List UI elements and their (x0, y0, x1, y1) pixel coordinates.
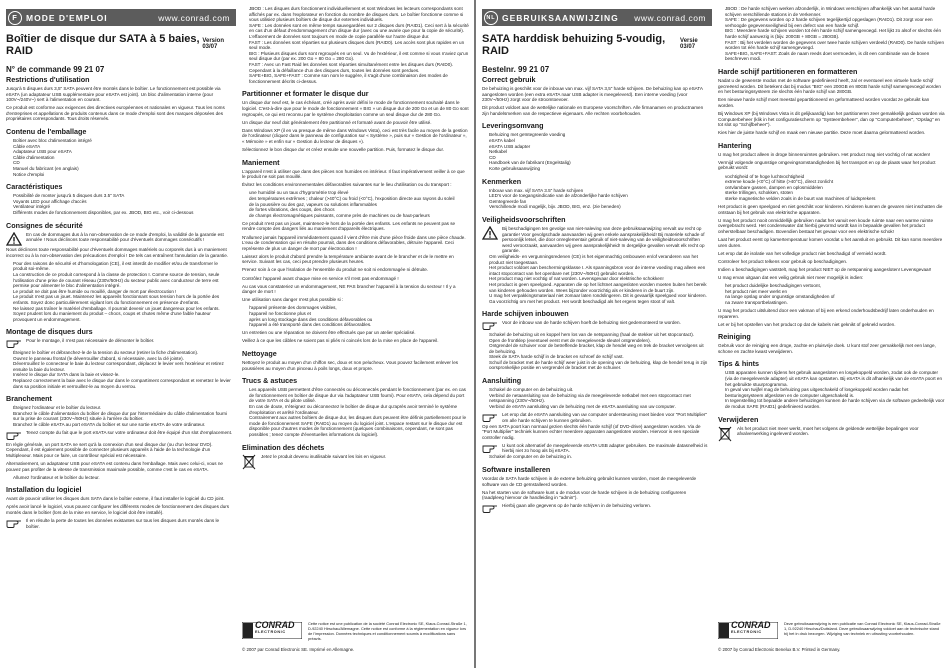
title-block (6, 33, 236, 74)
order-number: Bestelnr. 99 21 07 (482, 65, 550, 74)
copyright-text: © 2007 par Conrad Electronic SE. Imprimé en Allemagne. (242, 647, 355, 652)
bullet-list (242, 6, 469, 84)
list-item: • FAST : Bij het verdelen worden de gegevens over twee harde schijven verdeeld (RAID0). De harde schijven worden tot één harde schijf samengevoegd. (725, 40, 945, 51)
paragraph: Nettoyez le produit au moyen d'un chiffon sec, doux et non pelucheux. Vous pouvez facilement enlever les poussières au moyen d'un pinceau à poils longs, doux et propre. (242, 360, 459, 371)
disposal-note (718, 426, 945, 444)
paragraph: Controleer het product telkens voor gebruik op beschadigingen. (718, 258, 848, 264)
hint-note (6, 518, 233, 530)
paragraph: Un entretien ou une réparation ne doivent être effectués que par un atelier spécialisé. (242, 330, 416, 336)
list-item: • Notice d'emploi (13, 172, 233, 178)
bullet-list (718, 283, 945, 305)
list-item: • l'appareil présente des dommages visibles, (249, 305, 469, 311)
list-item: • Inbouw van max. vijf SATA 3.5" harde schijven (489, 188, 709, 194)
list-item: • Korte gebruiksaanwijzing (489, 166, 709, 172)
warning-note (6, 232, 233, 248)
pointing-hand-icon (482, 503, 498, 515)
version-label: Version 03/07 (202, 38, 224, 50)
bullet-list (482, 132, 709, 171)
list-item: • Handboek van de fabrikant (Engelstalig) (489, 160, 709, 166)
list-item: • Le produit n'est pas un jouet. Maintenez les appareils fonctionnant sous tension hors de la portée des enfants. Soyez donc particulièrement vigilant lors du fonctionnement en présence d'enfants. (13, 294, 233, 305)
section-heading: Partitionner et formater le disque dur (242, 89, 369, 99)
section-heading: Elimination des déchets (242, 442, 325, 452)
hint-note (482, 503, 709, 515)
logo-text: CONRAD (731, 620, 771, 630)
list-item: • sterke trillingen, schokken, stoten (725, 190, 945, 196)
list-item: • l'appareil ne fonctionne plus et (249, 311, 469, 317)
paragraph: L'appareil n'est à utiliser que dans des pièces non humides en intérieur. Il faut impérativement veiller à ce que le produit ne soit pas mouillé. (242, 168, 465, 180)
logo-subtext: ELECTRONIC (255, 630, 286, 634)
paragraph: Veillez à ce que les câbles ne soient pas ni pliés ni coincés lors de la mise en place de l'appareil. (242, 338, 439, 344)
paragraph: Gebruik voor de reiniging een droge, zachte en pluisvrije doek. U kunt stof zeer gemakkelijk met een lange, schone en zachte kwast verwijderen. (718, 343, 936, 354)
hint-note (6, 430, 233, 442)
column-left (6, 70, 233, 668)
list-item: • BIG : Plusieurs disques durs sont regroupés en un seul. Vu de l'extérieur, il est comme si vous n'aviez qu'un seul disque dur (par ex. 200 Go + 80 Go = 280 Go). (249, 51, 469, 62)
list-item: • JBOD : Les disques durs fonctionnent individuellement et sont Windows les lecteurs correspondants sont affichés par ex. dans l'explorateur en fonction du nombre de disques durs. Le boîtier fonctionne comme si vous utilisiez plusieurs boîtiers de disque dur externes individuels. (249, 6, 469, 23)
bullet-list (6, 138, 233, 177)
list-item: • Schakel de computer en de behuizing uit. (489, 387, 709, 393)
warning-triangle-icon (482, 226, 498, 242)
list-item: • Éteignez l'ordinateur et le boîtier du lecteur. (13, 405, 233, 411)
paragraph: U mag ervan uitgaan dat een veilig gebruik niet meer mogelijk is indien: (718, 274, 864, 280)
paragraph: Sélectionnez le bon disque dur et créez ensuite une nouvelle partition. Puis, formatez le disque dur. (242, 146, 444, 152)
list-item: • Replacez correctement la baie avec le disque dur dans le compartiment correspondant et remettez le levier dans sa position initiale et verrouillez-le au moyen du verrou. (13, 378, 233, 389)
paragraph: Let er bij het opstellen van het product op dat de kabels niet geknikt of gekneld worden. (718, 321, 896, 327)
list-item: • SAFE+BIG, SAFE+FAST: Zoals de naam reeds doet vermoeden, is dit een combinatie van de boven beschreven modi. (725, 51, 945, 62)
section-heading: Software installeren (482, 465, 551, 474)
section-heading: Nettoyage (242, 349, 277, 358)
list-item: • des températures extrêmes ; chaleur (>40°C) ou froid (<0°C), l'exposition directe aux rayons du soleil (249, 196, 469, 202)
language-banner (482, 9, 712, 26)
paragraph: Laissez alors le produit d'abord prendre la température ambiante avant de le brancher et de le mettre en service. Suivant les cas, ceci peut prendre plusieurs heures. (242, 253, 454, 265)
hint-note (482, 412, 709, 424)
list-item: • Pour des raisons de sécurité et d'homologation (CE), il est interdit de modifier et/ou de transformer le produit soi-même. (13, 261, 233, 272)
paragraph: De behuizing is geschikt voor de inbouw van max. vijf SATA 3,5" harde schijven. De behuizing kan op eSATA aangesloten worden (een extra eSATA naar USB adapter is meegeleverd). Een interne voeding (voor 230V~/50Hz) zorgt voor de stroomtoevoer. (482, 86, 703, 103)
french-section (0, 0, 474, 668)
note-text: Tenez compte du fait que le port eSATA sur votre ordinateur doit être équipé d'un slot d'emplacement. (26, 430, 233, 436)
section-heading: Restrictions d'utilisation (6, 75, 90, 84)
list-item: • Verschillende modi mogelijk, bijv. JBOD, BIG, enz. (zie beneden) (489, 204, 709, 210)
note-text: Als het product niet meer werkt, moet het volgens de geldende wettelijke bepalingen voor afvalverwerking ingeleverd worden. (737, 425, 919, 437)
page-title: SATA harddisk behuizing 5-voudig, RAID (482, 33, 666, 57)
banner-website: www.conrad.com (158, 12, 230, 23)
note-text: Pour le montage, il n'est pas nécessaire de démonter le boîtier. (26, 338, 155, 344)
list-item: • Branchez le câble d'alimentation du boîtier de disque dur par l'intermédiaire du câble d'alimentation fourni sur la prise de courant (230V~/50Hz) située à l'arrière du boîtier. (13, 411, 233, 422)
banner-website: www.conrad.com (634, 12, 706, 23)
section-heading: Aansluiting (482, 376, 522, 386)
crossed-bin-icon (718, 426, 732, 444)
list-item: • Verbind de eSATA aansluiting van de behuizing met de eSATA aansluiting van uw computer. (489, 404, 709, 410)
list-item: • U mag het verpakkingsmateriaal niet zomaar laten rondslingeren. Dit is gevaarlijk speelgoed voor kinderen. (489, 293, 709, 299)
paragraph: Ce produit est conforme aux exigences des directives européennes et nationales en vigueur. Tous les noms d'entreprises et appellations de produits contenus dans ce mode d'emploi sont des marques déposées des propriétaires correspondants. Tous droits réservés. (6, 105, 225, 122)
note-text: Il en résulte la perte de toutes les données existantes sur tous les disques durs montés dans le boîtier. (26, 517, 220, 529)
bullet-list (718, 174, 945, 202)
paragraph: Na het starten van de software kunt u de modus voor de harde schijven in de behuizing configureren (raadpleeg hiervoor de handleiding in "admin"). (482, 489, 687, 501)
logo-text: CONRAD (255, 620, 295, 630)
order-number: N° de commande 99 21 07 (6, 65, 105, 74)
section-heading: Tips & hints (718, 359, 759, 369)
list-item: • FAST : Les données sont réparties sur plusieurs disques durs (RAID0). Les accès sont plus rapides en un seul mode. (249, 40, 469, 51)
list-item: • Het product mag niet vochtig of nat worden. Levensgevaar door elektrische schokken! (489, 276, 709, 282)
list-item: • SAFE : De gegevens worden op 2 harde schijven tegelijkertijd opgeslagen (RAID1). Dit zorgt voor een verhoogde gegevensveiligheid bij een defect van een harde schijf. (725, 17, 945, 28)
list-item: • Allumez l'ordinateur et le boîtier du lecteur. (13, 475, 233, 481)
list-item: • Ga voorzichtig om met het product. Het wordt beschadigd als het ergens tegen stoot of valt. (489, 299, 709, 305)
paragraph: Laat het product eerst op kamertemperatuur komen voordat u het aansluit en gebruikt. Dit kan soms meerdere uren duren. (718, 237, 943, 248)
paragraph: En règle générale, un port SATA ne sert qu'à la connexion d'un seul disque dur (ou d'un lecteur DVD). Cependant, il est également possible de connecter plusieurs appareils à l'aide de la technologie d'un Multiplexeur. Mais pour ce faire, un contrôleur spécial est nécessaire. (6, 441, 213, 458)
column-right (718, 6, 945, 614)
pointing-hand-icon (482, 443, 498, 455)
section-heading: Maniement (242, 157, 280, 167)
list-item: • Om veiligheids- en vergunningsredenen (CE) is het eigenmachtig ombouwen en/of veranderen van het product niet toegestaan. (489, 254, 709, 265)
bullet-list (482, 254, 709, 304)
logo-subtext: ELECTRONIC (731, 630, 762, 634)
list-item: • Éteignez le boîtier et débranchez-le de la tension du secteur (retirer la fiche d'alimentation). (13, 350, 233, 356)
paragraph: Dit product voldoet aan de wettelijke nationale en Europese voorschriften. Alle firmanamen en productnamen zijn handelsmerken van de respectieve eigenaars. Alle rechten voorbehouden. (482, 105, 704, 116)
paragraph: Un disque dur neuf doit généralement être partitionné et formaté avant de pouvoir être utilisé. (242, 119, 432, 125)
section-heading: Hantering (718, 140, 752, 150)
note-text: Hierbij gaan alle gegevens op de harde schijven in de behuizing verloren. (502, 503, 652, 509)
note-text: Jetez le produit devenu inutilisable suivant les lois en vigueur. (261, 453, 387, 459)
list-item: • Het product is geen speelgoed. Apparaten die op het lichtnet aangesloten worden moeten buiten het bereik van kinderen gehouden worden. Wees bijzonder voorzichtig als er kinderen in de buurt zijn. (489, 282, 709, 293)
bullet-list (718, 6, 945, 62)
section-heading: Leveringsomvang (482, 121, 544, 131)
list-item: • Branchez le câble eSATA au port eSATA du boîtier et sur une sortie eSATA de votre ordinateur. (13, 422, 233, 428)
bullet-list (482, 454, 709, 460)
warning-triangle-icon (6, 232, 22, 248)
paragraph: Prenez soin à ce que l'isolation de l'ensemble du produit ne soit ni endommagée ni détruite. (242, 267, 429, 273)
list-item: • Voyants LED pour affichage d'accès (13, 199, 233, 205)
paragraph: U mag het product uitsluitend door een vakman of bij een erkend onderhoudsbedrijf laten onderhouden en repareren. (718, 307, 934, 319)
list-item: • na zware transportbelastingen. (725, 300, 945, 306)
bullet-list (242, 190, 469, 218)
bullet-list (242, 387, 469, 437)
paragraph: Let erop dat de isolatie van het volledige product niet beschadigd of vernield wordt. (718, 250, 887, 256)
imprint-text: Deze gebruiksaanwijzing is een publicatie van Conrad Electronic SE, Klaus-Conrad-Straße 1, D-92240 Hirschau/Duitsland. Deze gebruiksaanwijzing voldoet aan de technische stand bij het in druk bezorgen. Wijziging van techniek en uitrusting voorbehouden. (784, 621, 941, 636)
section-heading: Contenu de l'emballage (6, 127, 87, 137)
paragraph: Vermijd volgende ongunstige omgevingsomstandigheden bij het transport en op de plaats waar het product gebruikt wordt: (718, 159, 936, 171)
banner-label: GEBRUIKSAANWIJZING (502, 12, 619, 23)
list-item: • In geval van twijfel mag de behuizing pas uitgeschakeld of losgekoppeld worden nadat het besturingssysteem afgesloten en de computer uitgeschakeld is. (725, 387, 945, 398)
hint-note (482, 443, 709, 455)
dutch-section (476, 0, 950, 668)
bullet-list (718, 370, 945, 409)
list-item: • Schakel de behuizing uit en koppel hem los van de netspanning (haal de stekker uit het stopcontact). (489, 332, 709, 338)
section-heading: Correct gebruik (482, 75, 536, 84)
list-item: • Soyez prudent lors du maniement du produit – chocs, coups et chutes même d'une faible hauteur provoquent un endommagement. (13, 311, 233, 322)
bullet-list (482, 387, 709, 409)
section-heading: Kenmerken (482, 176, 522, 186)
list-item: • extreme koude (<0°C) of hitte (>40°C), direct zonlicht (725, 179, 945, 185)
banner-label: MODE D'EMPLOI (26, 12, 108, 23)
list-item: • Steek de SATA harde schijf in de bracket en schroef de schijf vast. (489, 354, 709, 360)
list-item: • CD (489, 155, 709, 161)
section-heading: Harde schijf partitioneren en formatteren (718, 66, 858, 76)
list-item: • Les appareils USB permettent d'être connectés ou déconnectés pendant le fonctionnement (par ex. en cas de fonctionnement en boîtier de disque dur via l'adaptateur USB fourni). Pour eSATA, cela dépend du port de votre SATA et du pilote utilisé. (249, 387, 469, 404)
list-item: • Insérez le disque dur SATA dans la baie et vissez-le. (13, 372, 233, 378)
section-heading: Verwijderen (718, 414, 759, 424)
pointing-hand-icon (6, 518, 22, 530)
disposal-note (242, 454, 469, 472)
language-badge: NL (484, 11, 498, 25)
list-item: • Différents modes de fonctionnement disponibles, par ex. JBOD, BIG etc., voir ci-dessous (13, 210, 233, 216)
list-item: • En cas de doute, n'éteignez ou déconnectez le boîtier de disque dur qu'après avoir terminé le système d'exploitation et arrêté l'ordinateur. (249, 404, 469, 415)
list-item: • de champs électromagnétiques puissants, comme près de machines ou de haut-parleurs (249, 213, 469, 219)
list-item: • Ontgrendel de schuiver voor de betreffende bracket, klap de hendel weg en trek de bracket vervolgens uit de behuizing. (489, 343, 709, 354)
list-item: • l'appareil a été transporté dans des conditions défavorables. (249, 322, 469, 328)
warning-note (482, 226, 709, 254)
paragraph: Kies hier de juiste harde schijf en maak een nieuwe partitie. Deze moet daarna gelormatteerd worden. (718, 130, 926, 136)
note-text: Bij beschadigingen ten gevolge van niet-naleving van deze gebruiksaanwijzing vervalt uw recht op garantie! Voor gevolgschade aanvaarden wij geen enkele aansprakelijkheid! Bij materiële schade of persoonlijk letsel, die door onreglementair gebruik of niet-naleving van de veiligheidsvoorschriften werd veroorzaakt, aanvaarden wij geen aansprakelijkheid! In dergelijke gevallen vervalt elk recht op garantie. (502, 226, 705, 254)
bullet-list (6, 350, 233, 389)
list-item: • sterke magnetische velden zoals in de buurt van machines of luidsprekers (725, 196, 945, 202)
section-heading: Montage de disques durs (6, 327, 93, 337)
list-item: • het product niet meer werkt en (725, 289, 945, 295)
bullet-list (6, 261, 233, 323)
list-item: • na lange opslag onder ongunstige omstandigheden of (725, 294, 945, 300)
list-item: • Open de frontklep (eventueel eerst met de meegeleverde sleutel ontgrendelen). (489, 338, 709, 344)
column-right (242, 6, 469, 614)
paragraph: Voordat de SATA harde schijven in de externe behuizing gebruikt kunnen worden, moet de meegeleverde software van de CD geïnstalleerd worden. (482, 476, 697, 487)
list-item: • SAFE+BIG, SAFE+FAST : Comme son nom le suggère, il s'agit d'une combinaison des modes de fonctionnement décrits ci-dessus. (249, 73, 469, 84)
language-banner (6, 9, 236, 26)
bullet-list (6, 405, 233, 427)
hint-note (6, 338, 233, 350)
bullet-list (482, 332, 709, 371)
list-item: • Schuif de bracket met de harde schijf weer juist in de opening van de behuizing, klap de hendel terug in zijn oorspronkelijke positie en vergrendel de bracket met de schuiver. (489, 360, 709, 371)
list-item: • ontvlambare gassen, dampen en oplosmiddelen (725, 185, 945, 191)
copyright-text: © 2007 by Conrad Electronic Benelux B.V. Printed in Germany. (718, 647, 841, 652)
list-item: • Het product voldoet aan beschermingsklasse I. Als spanningsbron voor de interne voeding mag alleen een intact stopcontact van het openbare net (230V~/50Hz) gebruikt worden. (489, 265, 709, 276)
paragraph: Avant de pouvoir utiliser les disques durs SATA dans le boîtier externe, il faut installer le logiciel du CD joint. (6, 496, 225, 502)
paragraph: Nadat u de gewenste modus met de software gedefinieerd heeft, zal er eventueel een virtuele harde schijf gecreëerd worden. Dit betekent dat bij modus "BIG" een 200GB en 80GB harde schijf samengevoegd worden en het besturingssysteem zie slechts één harde schijf van 280GB. (718, 77, 941, 95)
paragraph: Jusqu'à 5 disques durs 3,5" SATA peuvent être montés dans le boîtier. Le fonctionnement est possible via eSATA (un adaptateur USB supplémentaire pour eSATA est joint). Un bloc d'alimentation interne (pour 100V~/240V~) sert à l'alimentation en courant. (6, 86, 221, 103)
paragraph: Een nieuwe harde schijf moet meestal gepartitioneerd en geformatteerd worden voordat ze gebruikt kan worden. (718, 97, 930, 108)
note-text: En cas de dommages dus à la non-observation de ce mode d'emploi, la validité de la garantie est annulée ! Nous déclinons toute responsabilité pour d'éventuels dommages consécutifs ! (26, 231, 224, 243)
list-item: • Geïntegreerde fan (489, 199, 709, 205)
note-text: U kunt ook alternatief de meegeleverde eSATA USB adapter gebruiken. De maximale datasnelheid is hierbij niet zo hoog als bij eSATA. (502, 442, 708, 454)
section-heading: Consignes de sécurité (6, 220, 83, 230)
paragraph: Op een SATA poort kan normaal gezien slechts één harde schijf (of DVD-drive) aangesloten worden. Via de "Port Multiplier" techniek kunnen echter meerdere apparaten aangesloten worden. Hiervoor is een speciale controller nodig. (482, 423, 701, 440)
list-item: • FAST : Avec un Fast Raid les données sont réparties simultanément entre les disques durs (RAID0). Cependant à la défaillance d'un des disques durs, toutes les données sont perdues. (249, 62, 469, 73)
note-text: Let erop dat de eSATA aansluiting van uw computer ondersteuning moet bieden voor "Port Multiplier" om alle harde schijven te kunnen gebruiken. (502, 411, 708, 423)
list-item: • Câble d'alimentation (13, 155, 233, 161)
pointing-hand-icon (6, 430, 22, 442)
language-badge: F (8, 11, 22, 25)
paragraph: Un disque dur neuf est, le cas échéant, créé après avoir défini le mode de fonctionnement souhaité dans le logiciel. C'est-à-dire que pour le mode de fonctionnement « BIG » un disque dur de 200 Go et un de 80 Go sont regroupés, ce qui est reconnu par le système d'exploitation comme un seul disque dur de 280 Go. (242, 100, 469, 117)
list-item: • Déverrouillez le connecteur le baie du lecteur correspondant, déplacez le levier vers l'extérieur et retirez ensuite la baie du lecteur. (13, 361, 233, 372)
paragraph: Après avoir lancé le logiciel, vous pouvez configurer les différents modes de fonctionnement des disques durs montés dans le boîtier (lors de la mise en service, le logiciel doit être installé). (6, 504, 230, 515)
paragraph: Au cas vous constateriez un endommagement, NE PAS brancher l'appareil à la tension du secteur ! Il y a danger de mort ! (242, 283, 456, 295)
note-text: Voor de inbouw van de harde schijven hoeft de behuizing niet gedemonteerd te worden. (502, 320, 681, 326)
paragraph: U mag het product alleen in droge binnenruimtes gebruiken. Het product mag niet vochtig of nat worden! (718, 151, 931, 157)
paragraph: Ce produit n'est pas un jouet, maintenez-le hors de la portée des enfants. Les enfants ne peuvent pas se rendre compte des dangers liés au maniement d'appareils électriques. (242, 220, 456, 232)
section-heading: Branchement (6, 394, 52, 404)
list-item: • LED's voor de toegangsindicatie van de afzonderlijke harde schijven (489, 193, 709, 199)
crossed-bin-icon (242, 454, 256, 472)
page-title: Boîtier de disque dur SATA à 5 baies, RAID (6, 33, 200, 57)
imprint-text: Cette notice est une publication de la société Conrad Electronic SE, Klaus-Conrad-Straße 1, D-92240 Hirschau/Allemagne. Cette notice est conforme à la réglementation en vigueur lors de l'impression. Données techniques et conditionnement soumis à modifications sans préavis. (308, 621, 467, 641)
list-item: • Manuel du fabricant (en anglais) (13, 166, 233, 172)
list-item: • Verbind de netaansluiting van de behuizing via de meegeleverde netkabel met een stopcontact met netspanning (230V~/50Hz). (489, 393, 709, 404)
section-heading: Veiligheidsvoorschriften (482, 215, 566, 224)
hint-note (482, 320, 709, 332)
paragraph: N'allumez jamais l'appareil immédiatement quand il vient d'être mis d'une pièce froide dans une pièce chaude. L'eau de condensation qui en résulte pourrait, dans des conditions défavorables, détruire l'appareil. Ceci représente de plus un danger de mort par électrocution ! (242, 234, 466, 251)
list-item: • vochtigheid of te hoge luchtvochtigheid (725, 174, 945, 180)
list-item: • Behuizing met geïntegreerde voeding (489, 132, 709, 138)
list-item: • eSATA USB adapter (489, 144, 709, 150)
title-block (482, 33, 712, 74)
section-heading: Harde schijven inbouwen (482, 309, 569, 319)
list-item: • JBOD : De harde schijven werken afzonderlijk, in Windows verschijnen afhankelijk van het aantal harde schijven verschillende stations in de Verkenner. (725, 6, 945, 17)
list-item: • Ventilateur intégré (13, 204, 233, 210)
version-label: Versie 03/07 (680, 38, 698, 50)
section-heading: Caractéristiques (6, 182, 63, 192)
list-item: • Le produit ne doit pas être humide ou mouillé, danger de mort par électrocution ! (13, 289, 233, 295)
list-item: • Netkabel (489, 149, 709, 155)
paragraph: Dans Windows XP (il en va presque de même dans Windows Vista), ceci est très facile au moyen de la gestion de l'ordinateur (cliquez dans le panneau de configuration sur « Système », puis sur « Gestion de l'ordinateur », « Mémoire » et enfin sur « Gestion du lecteur de disques »). (242, 127, 468, 144)
list-item: • Possibilité de monter jusqu'à 5 disques durs 3.5" SATA (13, 193, 233, 199)
list-item: • après un long stockage dans des conditions défavorables ou (249, 317, 469, 323)
list-item: • SAFE : Les données sont en même temps sauvegardées sur 2 disques durs (RAID1). Ceci sert à la sécurité en cas d'un défaut d'endommagement d'un disque dur (avec ou une avarie que pour la copie de sécurité). L'effacement de données sont toujours en mode de copie parallèle sur l'autre disque dur. (249, 23, 469, 40)
list-item: • Ouvrez le panneau frontal (le déverrouiller d'abord, si nécessaire, avec la clé jointe). (13, 356, 233, 362)
bullet-list (482, 188, 709, 210)
pointing-hand-icon (482, 412, 498, 424)
list-item: • Adaptateur USB pour eSATA (13, 149, 233, 155)
list-item: • de fortes vibrations, des coups, des chocs (249, 207, 469, 213)
list-item: • de la poussière ou des gaz, vapeurs ou solutions inflammables (249, 202, 469, 208)
section-heading: Reiniging (718, 332, 751, 342)
list-item: • Ne laissez pas traîner le matériel d'emballage. Il pourrait devenir un jouet dangereux pour les enfants. (13, 306, 233, 312)
list-item: • BIG : Meerdere harde schijven worden tot één harde schijf samengevoegd. Het lijkt zo alsof er slechts één harde schijf aanwezig is (bijv. 200GB + 80GB = 280GB). (725, 28, 945, 39)
paragraph: Évitez les conditions environnementales défavorables suivantes sur le lieu d'utilisation ou du transport : (242, 182, 452, 188)
list-item: • eSATA kabel (489, 138, 709, 144)
list-item: • In tegenstelling tot bepaalde andere behuizingen kunnen de harde schijven via de software gedeeltelijk voor de modus SAFE (RAID1) gedefinieerd worden. (725, 398, 945, 409)
list-item: • Câble eSATA (13, 144, 233, 150)
list-item: • Contrairement aux autres boîtiers de disque dur, les disques durs peuvent être définis partiellement pour le mode de fonctionnement SAFE (RAID1) au moyen du logiciel joint. L'espace restant sur le disque dur est disponible pour d'autres modes de fonctionnement (quelques combinaisons, cependant, ne sont pas possibles ; tenez compte d'éventuelles informations du logiciel). (249, 415, 469, 437)
column-left (482, 70, 709, 668)
list-item: • Schakel de computer en de behuizing in. (489, 454, 709, 460)
paragraph: Une utilisation sans danger n'est plus possible si : (242, 297, 344, 303)
bullet-list (242, 305, 469, 327)
bullet-list (6, 193, 233, 215)
list-item: • une humidité ou un taux d'hygrométrie trop élevé (249, 190, 469, 196)
section-heading: Trucs & astuces (242, 376, 298, 386)
bullet-list (6, 475, 233, 481)
paragraph: Alternativement, un adaptateur USB pour eSATA est contenu dans l'emballage. Mais avec celui-ci, vous ne pouvez pas profiter de la vitesse de transmission maximale possible, comme c'est le cas en eSATA. (6, 460, 223, 472)
paragraph: U mag het product nooit onmiddellijk gebruiken nadat het vanuit een koude ruimte naar een warme ruimte overgebracht werd. Het condenswater dat hierbij gevormd wordt kan in bepaalde gevallen het product onherstelbaar beschadigen. Bovendien bestaat het gevaar voor een elektrische schok! (718, 217, 934, 234)
list-item: • het product duidelijke beschadigingen vertoont, (725, 283, 945, 289)
section-heading: Installation du logiciel (6, 485, 82, 495)
paragraph: Indien u beschadigingen vaststelt, mag het product NIET op de netspanning aangesloten! Levensgevaar! (718, 266, 932, 272)
list-item: • Boîtier avec bloc d'alimentation intégré (13, 138, 233, 144)
list-item: • USB apparaten kunnen tijdens het gebruik aangesloten en losgekoppeld worden, zodat ook de computer (via de meegeleverde adapter) uit eSATA kan opstarten. Bij eSATA is dit afhankelijk van de eSATA poort en het gebruikte stuurprogramma. (725, 370, 945, 387)
paragraph: Contrôlez l'appareil avant chaque mise en service s'il n'est pas endommagé ! (242, 275, 399, 281)
paragraph: Nous déclinons toute responsabilité pour d'éventuels dommages matériels ou corporels dus à un maniement incorrect ou à la non-observation des précautions d'emploi ! De tels cas entraînent l'annulation de la garantie. (6, 247, 229, 258)
paragraph: Bij Windows XP (bij Windows Vista is dit gelijkaardig) kan het partitioneren zeer gemakkelijk gedaan worden via Computerbeheer (klik in het configuratiescherm op "Systeembeheer", dan op "Computerbeheer", "Opslag" en tot slot op "Schijfbeheer"). (718, 110, 945, 128)
paragraph: Het product is geen speelgoed en niet geschikt voor kinderen. Kinderen kunnen de gevaren niet inschatten die ontstaan bij het gebruik van elektrische apparaten. (718, 204, 943, 215)
pointing-hand-icon (6, 338, 22, 350)
list-item: • La construction de ce produit correspond à la classe de protection I. Comme source de tension, seule l'utilisation d'une prise de courant réseau (230V/50Hz) du secteur public avec conducteur de terre est permise pour alimenter le bloc d'alimentation intégré. (13, 272, 233, 289)
list-item: • CD (13, 160, 233, 166)
pointing-hand-icon (482, 320, 498, 332)
